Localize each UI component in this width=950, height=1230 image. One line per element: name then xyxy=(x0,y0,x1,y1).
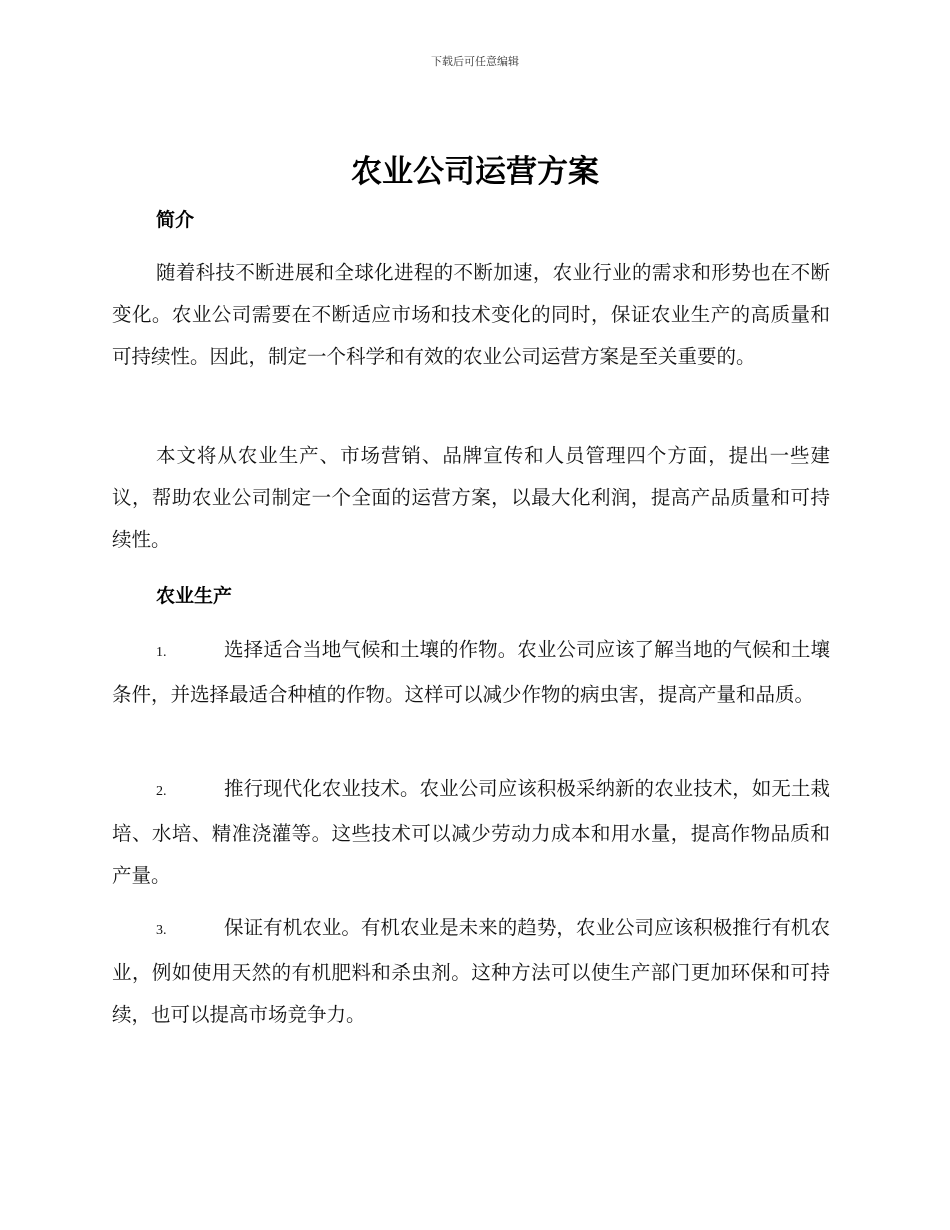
intro-paragraph-1: 随着科技不断进展和全球化进程的不断加速，农业行业的需求和形势也在不断变化。农业公司需要在不断适应市场和技术变化的同时，保证农业生产的高质量和可持续性。因此，制定一个科学和有效的农业公司运营方案是至关重要的。 xyxy=(112,261,830,368)
header-note: 下载后可任意编辑 xyxy=(431,55,519,68)
list-item-text: 推行现代化农业技术。农业公司应该积极采纳新的农业技术，如无土栽培、水培、精准浇灌等。这些技术可以减少劳动力成本和用水量，提高作物品质和产量。 xyxy=(112,777,830,887)
list-item-text: 选择适合当地气候和土壤的作物。农业公司应该了解当地的气候和土壤条件，并选择最适合种植的作物。这样可以减少作物的病虫害，提高产量和品质。 xyxy=(112,638,830,706)
section-heading-production: 农业生产 xyxy=(156,585,233,607)
section-heading-intro: 简介 xyxy=(156,209,195,231)
list-item xyxy=(112,629,830,716)
document-title: 农业公司运营方案 xyxy=(351,154,599,190)
list-item-number: 1. xyxy=(156,645,167,660)
intro-paragraph-2: 本文将从农业生产、市场营销、品牌宣传和人员管理四个方面，提出一些建议，帮助农业公司制定一个全面的运营方案，以最大化利润，提高产品质量和可持续性。 xyxy=(112,444,830,551)
list-item-number: 2. xyxy=(156,784,167,799)
list-item-text: 保证有机农业。有机农业是未来的趋势，农业公司应该积极推行有机农业，例如使用天然的有机肥料和杀虫剂。这种方法可以使生产部门更加环保和可持续，也可以提高市场竞争力。 xyxy=(112,916,830,1026)
list-item xyxy=(112,768,830,897)
list-item xyxy=(112,907,830,1036)
list-item-number: 3. xyxy=(156,923,167,938)
